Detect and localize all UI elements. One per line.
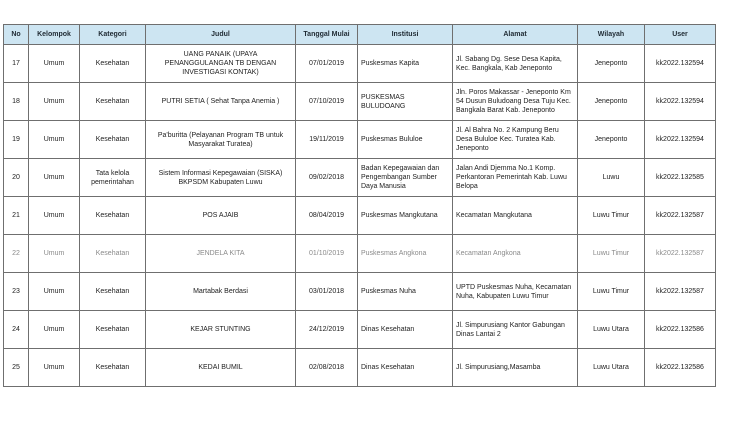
- table-row: [4, 83, 716, 121]
- cell-no: 18: [4, 83, 29, 121]
- cell-tanggal-mulai: 07/01/2019: [296, 45, 358, 83]
- cell-wilayah: Luwu Timur: [578, 197, 645, 235]
- cell-institusi: Puskesmas Mangkutana: [358, 197, 453, 235]
- cell-user: kk2022.132587: [645, 235, 716, 273]
- cell-judul: Sistem Informasi Kepegawaian (SISKA) BKPSDM Kabupaten Luwu: [146, 159, 296, 197]
- cell-tanggal-mulai: 08/04/2019: [296, 197, 358, 235]
- cell-tanggal-mulai: 03/01/2018: [296, 273, 358, 311]
- cell-tanggal-mulai: 24/12/2019: [296, 311, 358, 349]
- cell-judul: PUTRI SETIA ( Sehat Tanpa Anemia ): [146, 83, 296, 121]
- table-row: [4, 235, 716, 273]
- cell-no: 23: [4, 273, 29, 311]
- header-tanggal-mulai: Tanggal Mulai: [296, 25, 358, 45]
- cell-user: kk2022.132594: [645, 83, 716, 121]
- cell-user: kk2022.132587: [645, 197, 716, 235]
- header-alamat: Alamat: [453, 25, 578, 45]
- cell-institusi: PUSKESMAS BULUDOANG: [358, 83, 453, 121]
- cell-judul: KEJAR STUNTING: [146, 311, 296, 349]
- cell-kelompok: Umum: [29, 311, 80, 349]
- cell-kategori: Kesehatan: [80, 83, 146, 121]
- cell-alamat: Kecamatan Mangkutana: [453, 197, 578, 235]
- cell-kelompok: Umum: [29, 121, 80, 159]
- cell-alamat: UPTD Puskesmas Nuha, Kecamatan Nuha, Kabupaten Luwu Timur: [453, 273, 578, 311]
- cell-no: 25: [4, 349, 29, 387]
- table-row: [4, 311, 716, 349]
- cell-no: 21: [4, 197, 29, 235]
- header-kelompok: Kelompok: [29, 25, 80, 45]
- cell-institusi: Badan Kepegawaian dan Pengembangan Sumber Daya Manusia: [358, 159, 453, 197]
- table-row: [4, 197, 716, 235]
- cell-tanggal-mulai: 01/10/2019: [296, 235, 358, 273]
- cell-alamat: Jl. Al Bahra No. 2 Kampung Beru Desa Bululoe Kec. Turatea Kab. Jeneponto: [453, 121, 578, 159]
- cell-tanggal-mulai: 09/02/2018: [296, 159, 358, 197]
- cell-no: 19: [4, 121, 29, 159]
- cell-no: 17: [4, 45, 29, 83]
- cell-tanggal-mulai: 19/11/2019: [296, 121, 358, 159]
- cell-judul: Pa'buritta (Pelayanan Program TB untuk Masyarakat Turatea): [146, 121, 296, 159]
- cell-user: kk2022.132585: [645, 159, 716, 197]
- cell-alamat: Jln. Poros Makassar - Jeneponto Km 54 Dusun Buludoang Desa Tuju Kec. Bangkala Barat Kab. Jeneponto: [453, 83, 578, 121]
- cell-kelompok: Umum: [29, 197, 80, 235]
- cell-wilayah: Luwu Timur: [578, 273, 645, 311]
- table-row: [4, 273, 716, 311]
- cell-wilayah: Jeneponto: [578, 121, 645, 159]
- inovasi-table: [3, 24, 716, 387]
- cell-alamat: Jl. Simpurusiang Kantor Gabungan Dinas Lantai 2: [453, 311, 578, 349]
- cell-institusi: Dinas Kesehatan: [358, 311, 453, 349]
- cell-kelompok: Umum: [29, 45, 80, 83]
- cell-institusi: Dinas Kesehatan: [358, 349, 453, 387]
- cell-judul: UANG PANAIK (UPAYA PENANGGULANGAN TB DENGAN INVESTIGASI KONTAK): [146, 45, 296, 83]
- cell-user: kk2022.132586: [645, 349, 716, 387]
- cell-kelompok: Umum: [29, 159, 80, 197]
- cell-user: kk2022.132586: [645, 311, 716, 349]
- cell-kategori: Kesehatan: [80, 121, 146, 159]
- header-row: [4, 25, 716, 45]
- cell-kategori: Kesehatan: [80, 349, 146, 387]
- cell-judul: JENDELA KITA: [146, 235, 296, 273]
- table-row: [4, 121, 716, 159]
- header-wilayah: Wilayah: [578, 25, 645, 45]
- cell-wilayah: Luwu: [578, 159, 645, 197]
- header-user: User: [645, 25, 716, 45]
- cell-kategori: Kesehatan: [80, 273, 146, 311]
- cell-user: kk2022.132594: [645, 121, 716, 159]
- cell-no: 22: [4, 235, 29, 273]
- cell-institusi: Puskesmas Bululoe: [358, 121, 453, 159]
- cell-kategori: Kesehatan: [80, 311, 146, 349]
- table-row: [4, 45, 716, 83]
- cell-wilayah: Luwu Utara: [578, 349, 645, 387]
- cell-judul: POS AJAIB: [146, 197, 296, 235]
- cell-kategori: Tata kelola pemerintahan: [80, 159, 146, 197]
- cell-tanggal-mulai: 02/08/2018: [296, 349, 358, 387]
- cell-tanggal-mulai: 07/10/2019: [296, 83, 358, 121]
- cell-alamat: Jl. Simpurusiang,Masamba: [453, 349, 578, 387]
- header-kategori: Kategori: [80, 25, 146, 45]
- cell-kategori: Kesehatan: [80, 197, 146, 235]
- cell-user: kk2022.132594: [645, 45, 716, 83]
- cell-no: 20: [4, 159, 29, 197]
- cell-kelompok: Umum: [29, 273, 80, 311]
- cell-institusi: Puskesmas Angkona: [358, 235, 453, 273]
- cell-kelompok: Umum: [29, 235, 80, 273]
- cell-alamat: Jalan Andi Djemma No.1 Komp. Perkantoran Pemerintah Kab. Luwu Belopa: [453, 159, 578, 197]
- cell-institusi: Puskesmas Kapita: [358, 45, 453, 83]
- cell-kategori: Kesehatan: [80, 235, 146, 273]
- cell-wilayah: Jeneponto: [578, 45, 645, 83]
- cell-judul: KEDAI BUMIL: [146, 349, 296, 387]
- cell-alamat: Kecamatan Angkona: [453, 235, 578, 273]
- cell-user: kk2022.132587: [645, 273, 716, 311]
- header-judul: Judul: [146, 25, 296, 45]
- cell-alamat: Jl. Sabang Dg. Sese Desa Kapita, Kec. Bangkala, Kab Jeneponto: [453, 45, 578, 83]
- cell-kategori: Kesehatan: [80, 45, 146, 83]
- cell-kelompok: Umum: [29, 83, 80, 121]
- cell-institusi: Puskesmas Nuha: [358, 273, 453, 311]
- cell-wilayah: Jeneponto: [578, 83, 645, 121]
- table-row: [4, 349, 716, 387]
- header-no: No: [4, 25, 29, 45]
- cell-kelompok: Umum: [29, 349, 80, 387]
- cell-judul: Martabak Berdasi: [146, 273, 296, 311]
- cell-wilayah: Luwu Utara: [578, 311, 645, 349]
- cell-no: 24: [4, 311, 29, 349]
- cell-wilayah: Luwu Timur: [578, 235, 645, 273]
- table-row: [4, 159, 716, 197]
- header-institusi: Institusi: [358, 25, 453, 45]
